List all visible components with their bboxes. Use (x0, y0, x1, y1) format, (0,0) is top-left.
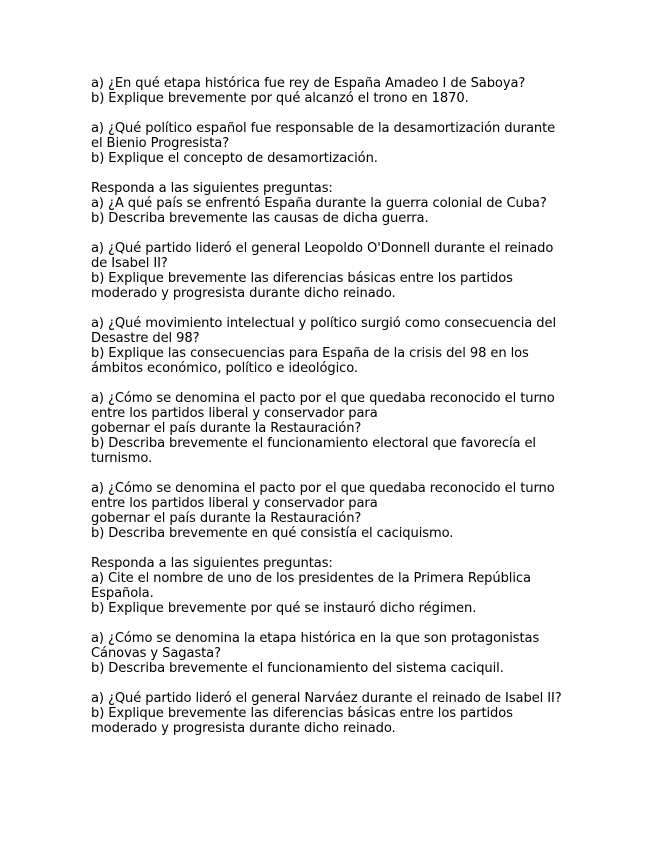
text-line: b) Explique brevemente las diferencias básicas entre los partidos (91, 271, 513, 286)
text-line: a) ¿Qué partido lideró el general Leopoldo O'Donnell durante el reinado (91, 241, 554, 256)
text-line: b) Describa brevemente el funcionamiento del sistema caciquil. (91, 661, 504, 676)
text-line: de Isabel II? (91, 256, 168, 271)
question-block-7 (91, 481, 631, 541)
question-block-3 (91, 181, 631, 226)
document-page (91, 76, 631, 751)
question-block-10 (91, 691, 631, 736)
text-line: b) Explique brevemente las diferencias básicas entre los partidos (91, 706, 513, 721)
text-line: Responda a las siguientes preguntas: (91, 556, 333, 571)
question-block-1 (91, 76, 631, 106)
text-line: moderado y progresista durante dicho reinado. (91, 286, 396, 301)
text-line: b) Explique brevemente por qué alcanzó el trono en 1870. (91, 91, 469, 106)
text-line: gobernar el país durante la Restauración? (91, 511, 362, 526)
text-line: a) ¿Cómo se denomina el pacto por el que quedaba reconocido el turno (91, 481, 555, 496)
question-block-2 (91, 121, 631, 166)
question-block-8 (91, 556, 631, 616)
text-line: Responda a las siguientes preguntas: (91, 181, 333, 196)
question-block-9 (91, 631, 631, 676)
text-line: entre los partidos liberal y conservador para (91, 496, 378, 511)
question-block-4 (91, 241, 631, 301)
text-line: a) ¿A qué país se enfrentó España durante la guerra colonial de Cuba? (91, 196, 547, 211)
text-line: a) ¿En qué etapa histórica fue rey de España Amadeo I de Saboya? (91, 76, 526, 91)
text-line: Cánovas y Sagasta? (91, 646, 221, 661)
text-line: a) ¿Qué partido lideró el general Narváez durante el reinado de Isabel II? (91, 691, 562, 706)
text-line: entre los partidos liberal y conservador para (91, 406, 378, 421)
question-block-5 (91, 316, 631, 376)
text-line: b) Describa brevemente el funcionamiento electoral que favorecía el (91, 436, 536, 451)
text-line: turnismo. (91, 451, 153, 466)
text-line: a) Cite el nombre de uno de los presidentes de la Primera República (91, 571, 531, 586)
text-line: Española. (91, 586, 154, 601)
text-line: b) Describa brevemente en qué consistía el caciquismo. (91, 526, 454, 541)
text-line: Desastre del 98? (91, 331, 200, 346)
text-line: ámbitos económico, político e ideológico. (91, 361, 358, 376)
text-line: a) ¿Cómo se denomina el pacto por el que quedaba reconocido el turno (91, 391, 555, 406)
text-line: a) ¿Qué movimiento intelectual y político surgió como consecuencia del (91, 316, 557, 331)
text-line: b) Describa brevemente las causas de dicha guerra. (91, 211, 429, 226)
question-block-6 (91, 391, 631, 466)
text-line: b) Explique el concepto de desamortización. (91, 151, 378, 166)
text-line: b) Explique las consecuencias para España de la crisis del 98 en los (91, 346, 529, 361)
text-line: el Bienio Progresista? (91, 136, 230, 151)
text-line: moderado y progresista durante dicho reinado. (91, 721, 396, 736)
text-line: gobernar el país durante la Restauración? (91, 421, 362, 436)
text-line: a) ¿Cómo se denomina la etapa histórica en la que son protagonistas (91, 631, 540, 646)
text-line: a) ¿Qué político español fue responsable de la desamortización durante (91, 121, 556, 136)
text-line: b) Explique brevemente por qué se instauró dicho régimen. (91, 601, 477, 616)
